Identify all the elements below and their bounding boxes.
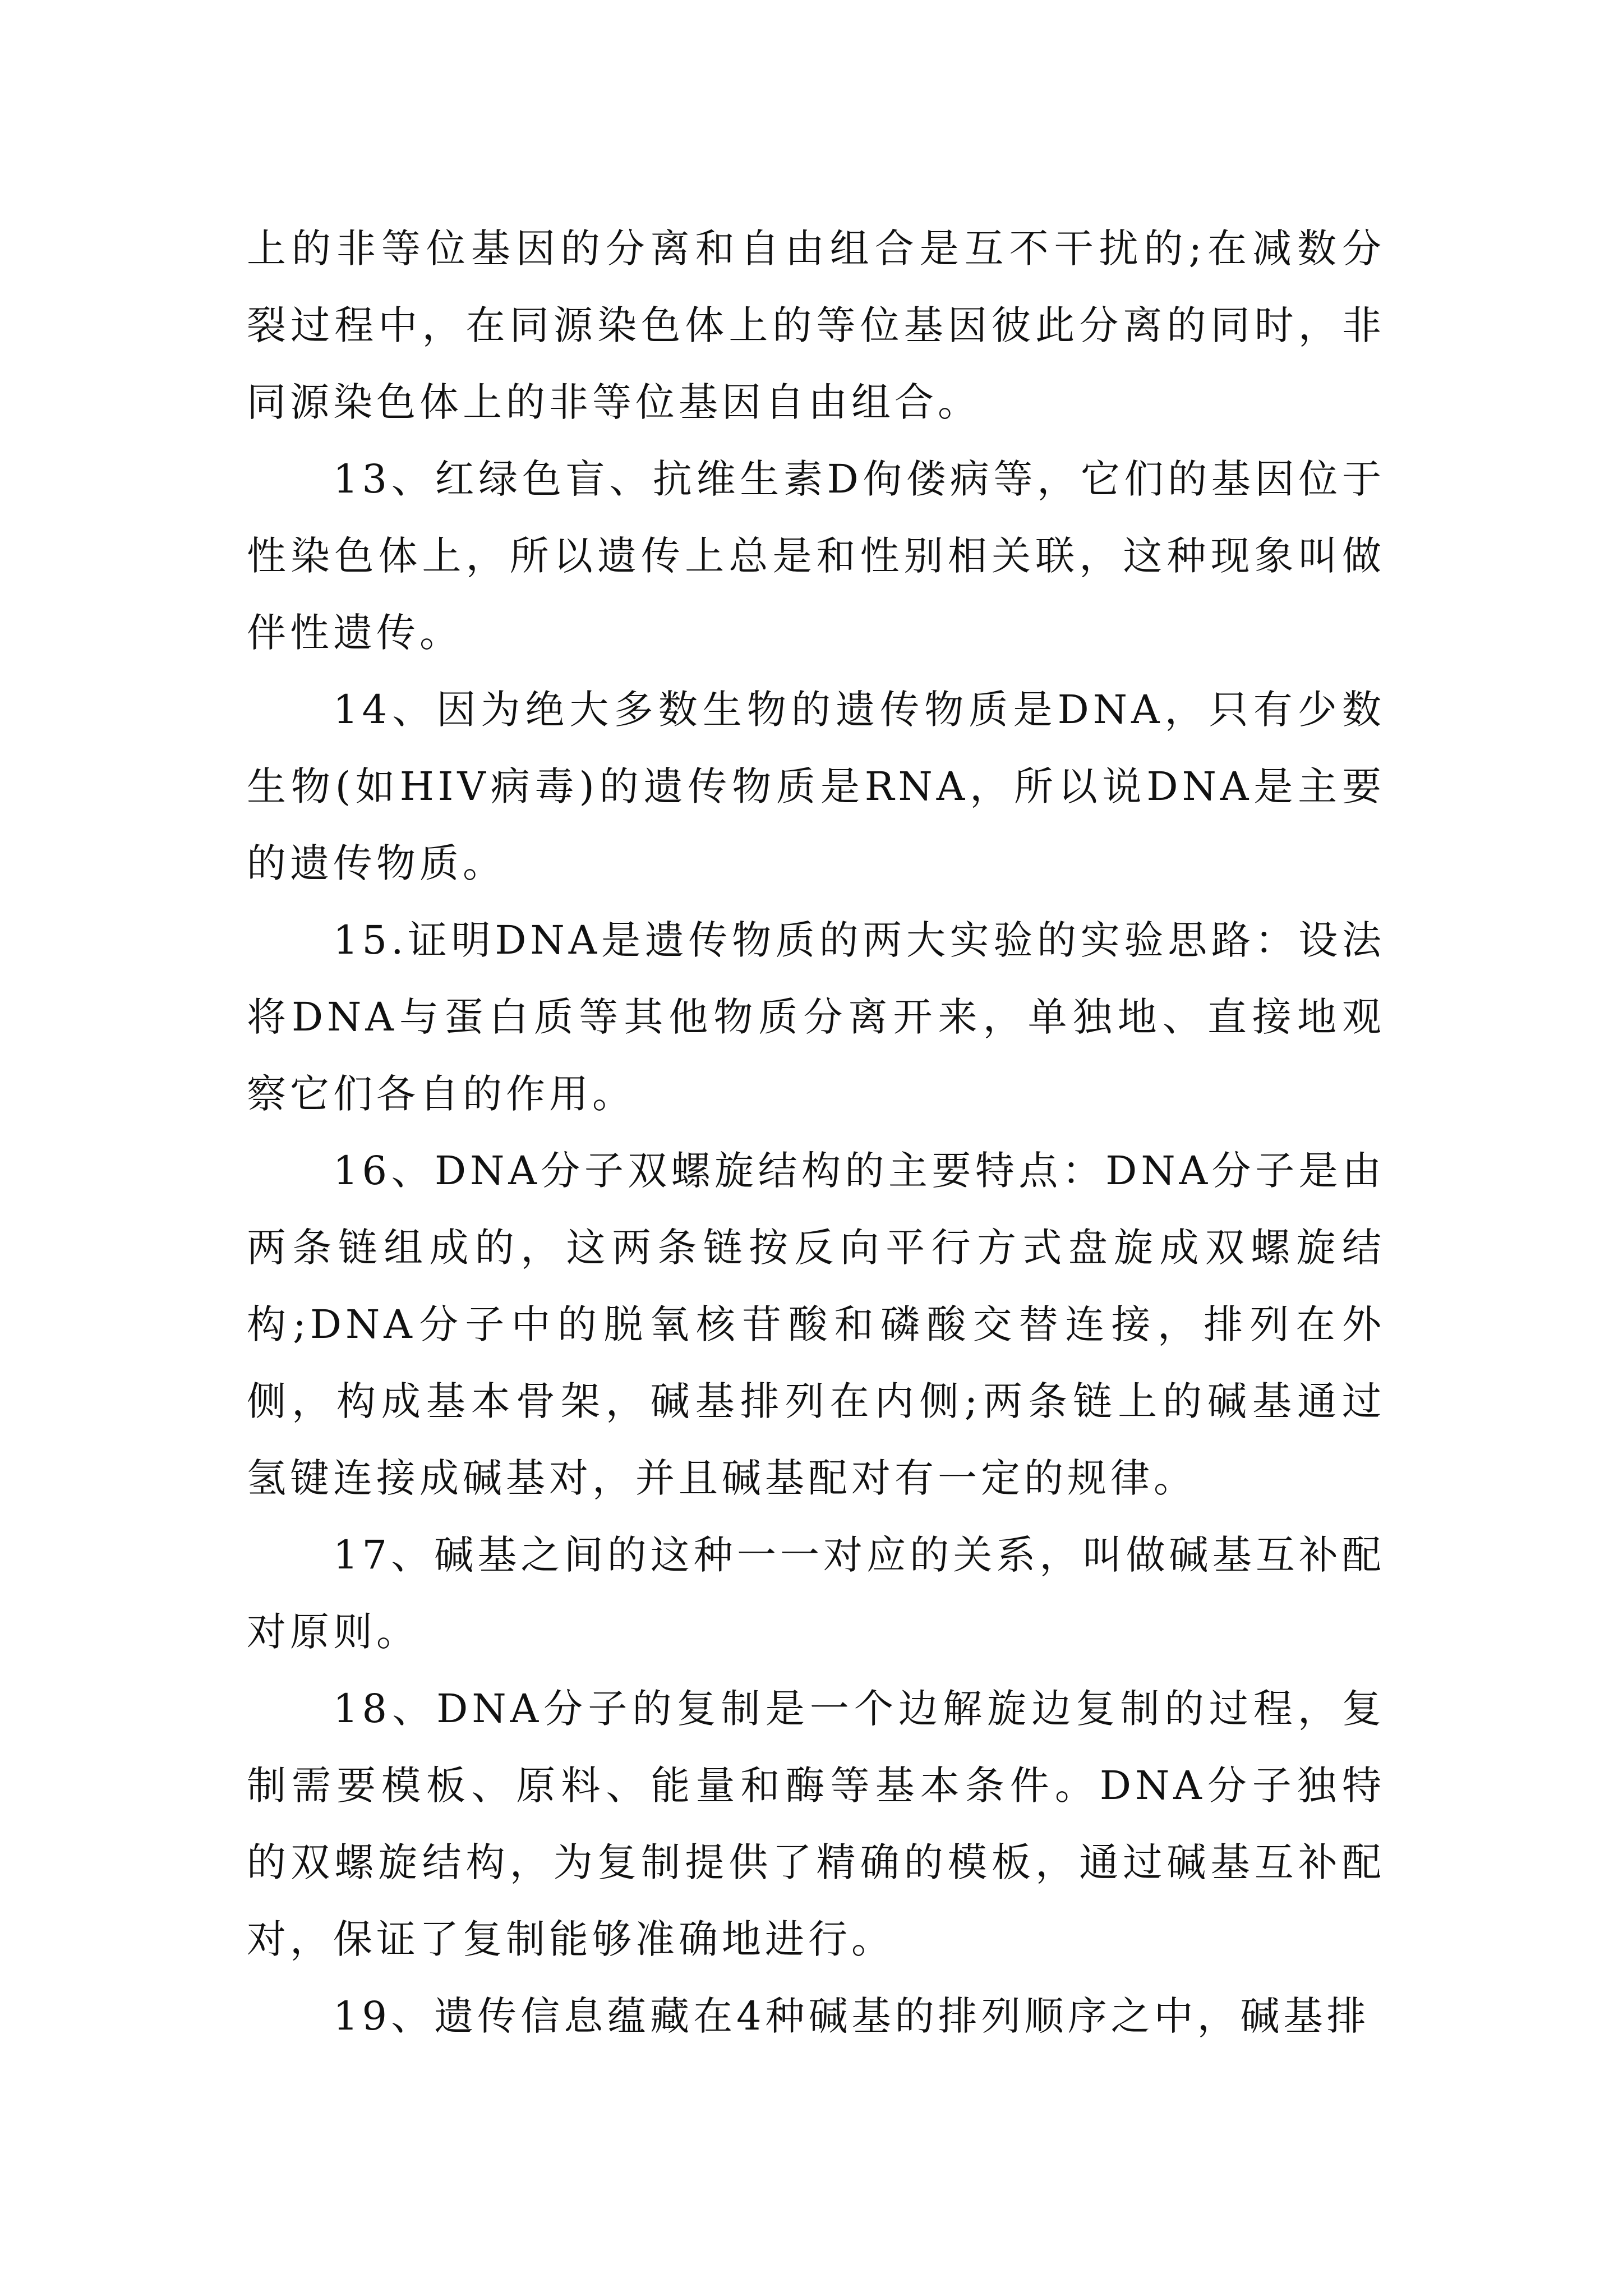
paragraph-17: 17、碱基之间的这种一一对应的关系，叫做碱基互补配对原则。 (247, 1532, 1385, 1655)
paragraph-16: 16、DNA分子双螺旋结构的主要特点：DNA分子是由两条链组成的，这两条链按反向平行方式盘旋成双螺旋结构;DNA分子中的脱氧核苷酸和磷酸交替连接，排列在外侧，构成基本骨架，碱基排列在内侧;两条链上的碱基通过氢键连接成碱基对，并且碱基配对有一定的规律。 (247, 1148, 1385, 1501)
paragraph-15: 15.证明DNA是遗传物质的两大实验的实验思路：设法将DNA与蛋白质等其他物质分离开来，单独地、直接地观察它们各自的作用。 (247, 917, 1385, 1117)
paragraph-14: 14、因为绝大多数生物的遗传物质是DNA，只有少数生物(如HIV病毒)的遗传物质是RNA，所以说DNA是主要的遗传物质。 (247, 687, 1385, 886)
paragraph-12-continued: 上的非等位基因的分离和自由组合是互不干扰的;在减数分裂过程中，在同源染色体上的等位基因彼此分离的同时，非同源染色体上的非等位基因自由组合。 (247, 226, 1385, 425)
paragraph-18: 18、DNA分子的复制是一个边解旋边复制的过程，复制需要模板、原料、能量和酶等基本条件。DNA分子独特的双螺旋结构，为复制提供了精确的模板，通过碱基互补配对，保证了复制能够准确地进行。 (247, 1686, 1385, 1962)
paragraph-19: 19、遗传信息蕴藏在4种碱基的排列顺序之中，碱基排 (333, 1993, 1370, 2039)
paragraph-13: 13、红绿色盲、抗维生素D佝偻病等，它们的基因位于性染色体上，所以遗传上总是和性别相关联，这种现象叫做伴性遗传。 (247, 456, 1385, 656)
document-body (247, 210, 1385, 2055)
